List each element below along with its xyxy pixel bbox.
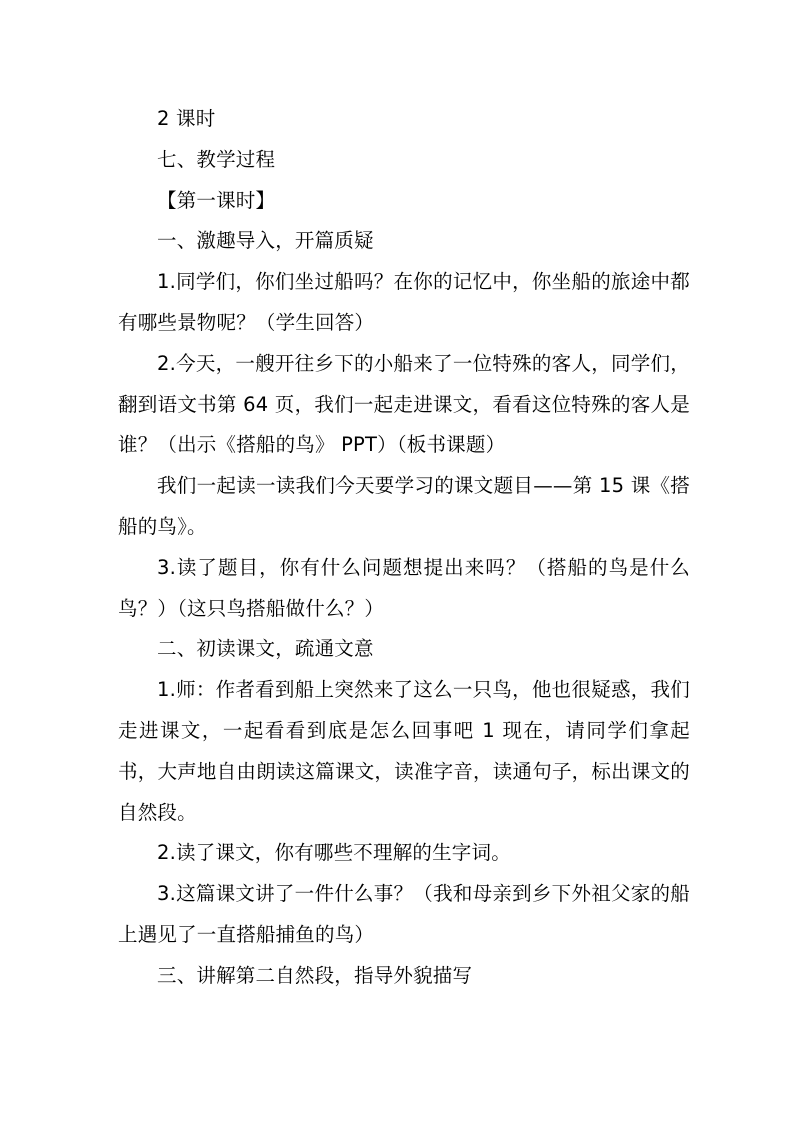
step-heading-first-reading: 二、初读课文，疏通文意 xyxy=(157,637,374,661)
paragraph-item: 1.师：作者看到船上突然来了这么一只鸟，他也很疑惑，我们走进课文，一起看看到底是怎么回事吧 1 现在，请同学们拿起书，大声地自由朗读这篇课文，读准字音，读通句子，标出课文的自然段。 xyxy=(118,678,690,824)
paragraph-item: 2.今天，一艘开往乡下的小船来了一位特殊的客人，同学们，翻到语文书第 64 页，我们一起走进课文，看看这位特殊的客人是谁？（出示《搭船的鸟》 PPT）（板书课题） xyxy=(118,351,690,457)
paragraph-item: 2.读了课文，你有哪些不理解的生字词。 xyxy=(157,841,511,865)
paragraph-item: 3.这篇课文讲了一件什么事？（我和母亲到乡下外祖父家的船上遇见了一直搭船捕鱼的鸟） xyxy=(118,882,690,946)
paragraph-item: 我们一起读一读我们今天要学习的课文题目——第 15 课《搭船的鸟》。 xyxy=(118,474,690,538)
step-heading-second-paragraph: 三、讲解第二自然段，指导外貌描写 xyxy=(157,963,473,987)
paragraph-item: 1.同学们，你们坐过船吗？在你的记忆中，你坐船的旅途中都有哪些景物呢？（学生回答） xyxy=(118,270,690,334)
subheading-first-lesson: 【第一课时】 xyxy=(157,188,276,212)
paragraph-item: 3.读了题目，你有什么问题想提出来吗？（搭船的鸟是什么鸟？）（这只鸟搭船做什么？） xyxy=(118,555,690,620)
paragraph-lesson-hours: 2 课时 xyxy=(157,107,216,130)
section-heading-teaching-process: 七、教学过程 xyxy=(157,147,276,171)
document-body xyxy=(118,99,690,997)
step-heading-introduction: 一、激趣导入，开篇质疑 xyxy=(157,229,374,253)
